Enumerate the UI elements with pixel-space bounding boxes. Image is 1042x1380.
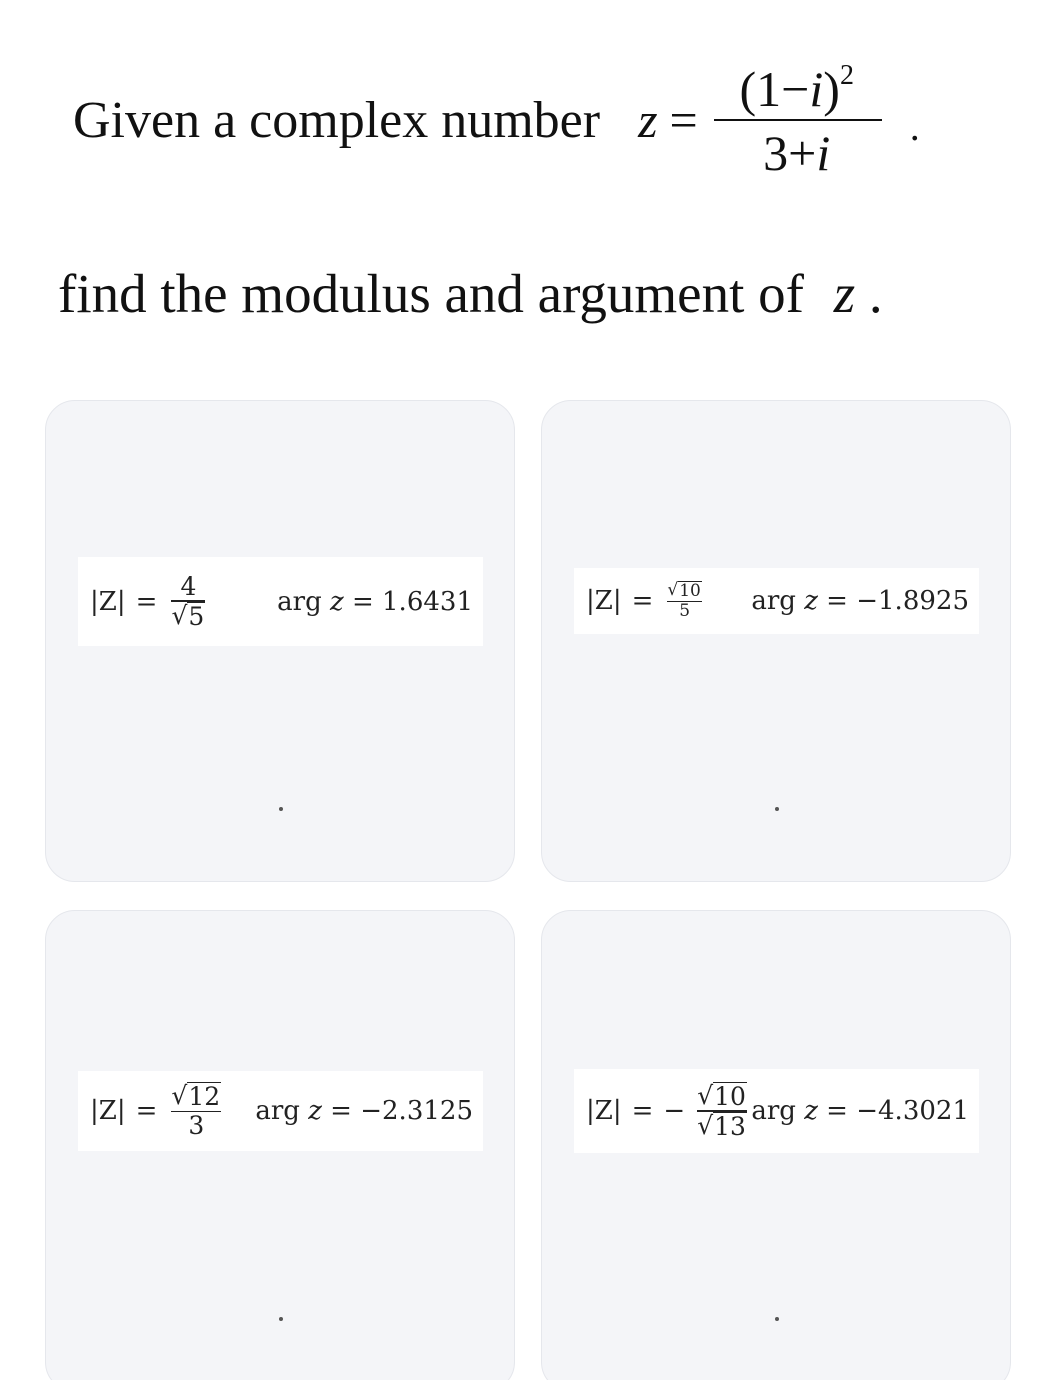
sqrt-sign: √: [667, 580, 679, 601]
arg-value: 1.6431: [382, 586, 473, 617]
answer-image: [78, 557, 483, 646]
modulus-expression: [586, 581, 702, 621]
arg-var: z: [804, 1096, 818, 1126]
option-marker: [775, 1317, 779, 1321]
modulus-sign: −: [663, 1096, 686, 1126]
modulus-lhs: |Z|: [586, 1096, 622, 1126]
prompt-period: .: [868, 263, 883, 324]
modulus-denominator: [171, 602, 205, 631]
question-line-1: [73, 40, 920, 200]
fraction-numerator: [734, 61, 860, 120]
equals-sign: =: [669, 92, 698, 148]
equation-variable: z: [638, 92, 658, 148]
modulus-expression: [586, 1082, 747, 1141]
answer-option-4[interactable]: [541, 910, 1011, 1380]
arg-label: arg: [277, 586, 322, 617]
option-marker: [279, 1317, 283, 1321]
modulus-lhs: |Z|: [90, 586, 126, 617]
denominator-left: 3+: [763, 125, 817, 181]
arg-label: arg: [255, 1096, 300, 1126]
answer-option-3[interactable]: [45, 910, 515, 1380]
modulus-numerator: 4: [180, 571, 197, 601]
arg-var: z: [329, 586, 344, 617]
sqrt-sign: √: [697, 1110, 714, 1140]
prompt-variable: z: [833, 263, 856, 324]
arg-var: z: [804, 586, 818, 616]
modulus-expression: [90, 1082, 221, 1140]
answer-option-2[interactable]: [541, 400, 1011, 882]
argument-expression: [751, 1096, 969, 1126]
fraction-denominator: [763, 121, 830, 180]
arg-equals: =: [330, 1096, 352, 1126]
answer-option-1[interactable]: [45, 400, 515, 882]
modulus-numerator: [697, 1082, 747, 1111]
modulus-denominator: [697, 1112, 747, 1141]
argument-expression: [277, 587, 473, 617]
radicand: 10: [679, 581, 701, 602]
radicand: 5: [188, 601, 205, 631]
sqrt-sign: √: [171, 600, 188, 630]
answer-image: [78, 1071, 483, 1151]
modulus-expression: [90, 573, 205, 631]
radicand: 12: [188, 1082, 221, 1112]
modulus-fraction: [171, 1082, 221, 1140]
answer-image: [574, 1069, 979, 1153]
arg-equals: =: [826, 1096, 848, 1126]
argument-expression: [751, 586, 969, 616]
radicand: 10: [714, 1081, 746, 1111]
option-marker: [775, 807, 779, 811]
modulus-equals: =: [631, 1096, 654, 1126]
modulus-denominator: 5: [679, 601, 691, 622]
modulus-fraction: [171, 573, 205, 631]
arg-label: arg: [751, 1096, 796, 1126]
answer-image: [574, 568, 979, 634]
modulus-fraction: [697, 1082, 747, 1141]
modulus-numerator: [667, 581, 701, 601]
option-marker: [279, 807, 283, 811]
numerator-close: ): [823, 60, 840, 117]
modulus-fraction: [667, 581, 701, 621]
modulus-lhs: |Z|: [90, 1096, 126, 1126]
arg-label: arg: [751, 586, 796, 616]
equation-fraction: [712, 61, 882, 180]
numerator-open: (1−: [739, 60, 810, 117]
modulus-lhs: |Z|: [586, 586, 622, 616]
argument-expression: [255, 1096, 473, 1126]
modulus-denominator: 3: [188, 1111, 205, 1141]
trailing-period: .: [909, 103, 920, 149]
modulus-equals: =: [135, 1096, 158, 1126]
numerator-var: i: [809, 60, 824, 117]
radicand: 13: [714, 1111, 746, 1141]
modulus-equals: =: [135, 586, 158, 617]
modulus-numerator: [171, 1082, 221, 1111]
arg-value: −4.3021: [856, 1096, 969, 1126]
arg-equals: =: [826, 586, 848, 616]
arg-equals: =: [351, 586, 374, 617]
question-equation: [638, 61, 920, 180]
arg-value: −1.8925: [856, 586, 969, 616]
question-prompt: find the modulus and argument of: [58, 263, 804, 324]
arg-var: z: [308, 1096, 322, 1126]
sqrt-sign: √: [697, 1080, 714, 1110]
sqrt-sign: √: [171, 1081, 188, 1111]
modulus-equals: =: [631, 586, 654, 616]
numerator-exponent: 2: [839, 59, 854, 91]
question-text: Given a complex number: [73, 91, 601, 149]
denominator-var: i: [816, 125, 831, 181]
arg-value: −2.3125: [360, 1096, 473, 1126]
question-line-2: [58, 262, 883, 325]
